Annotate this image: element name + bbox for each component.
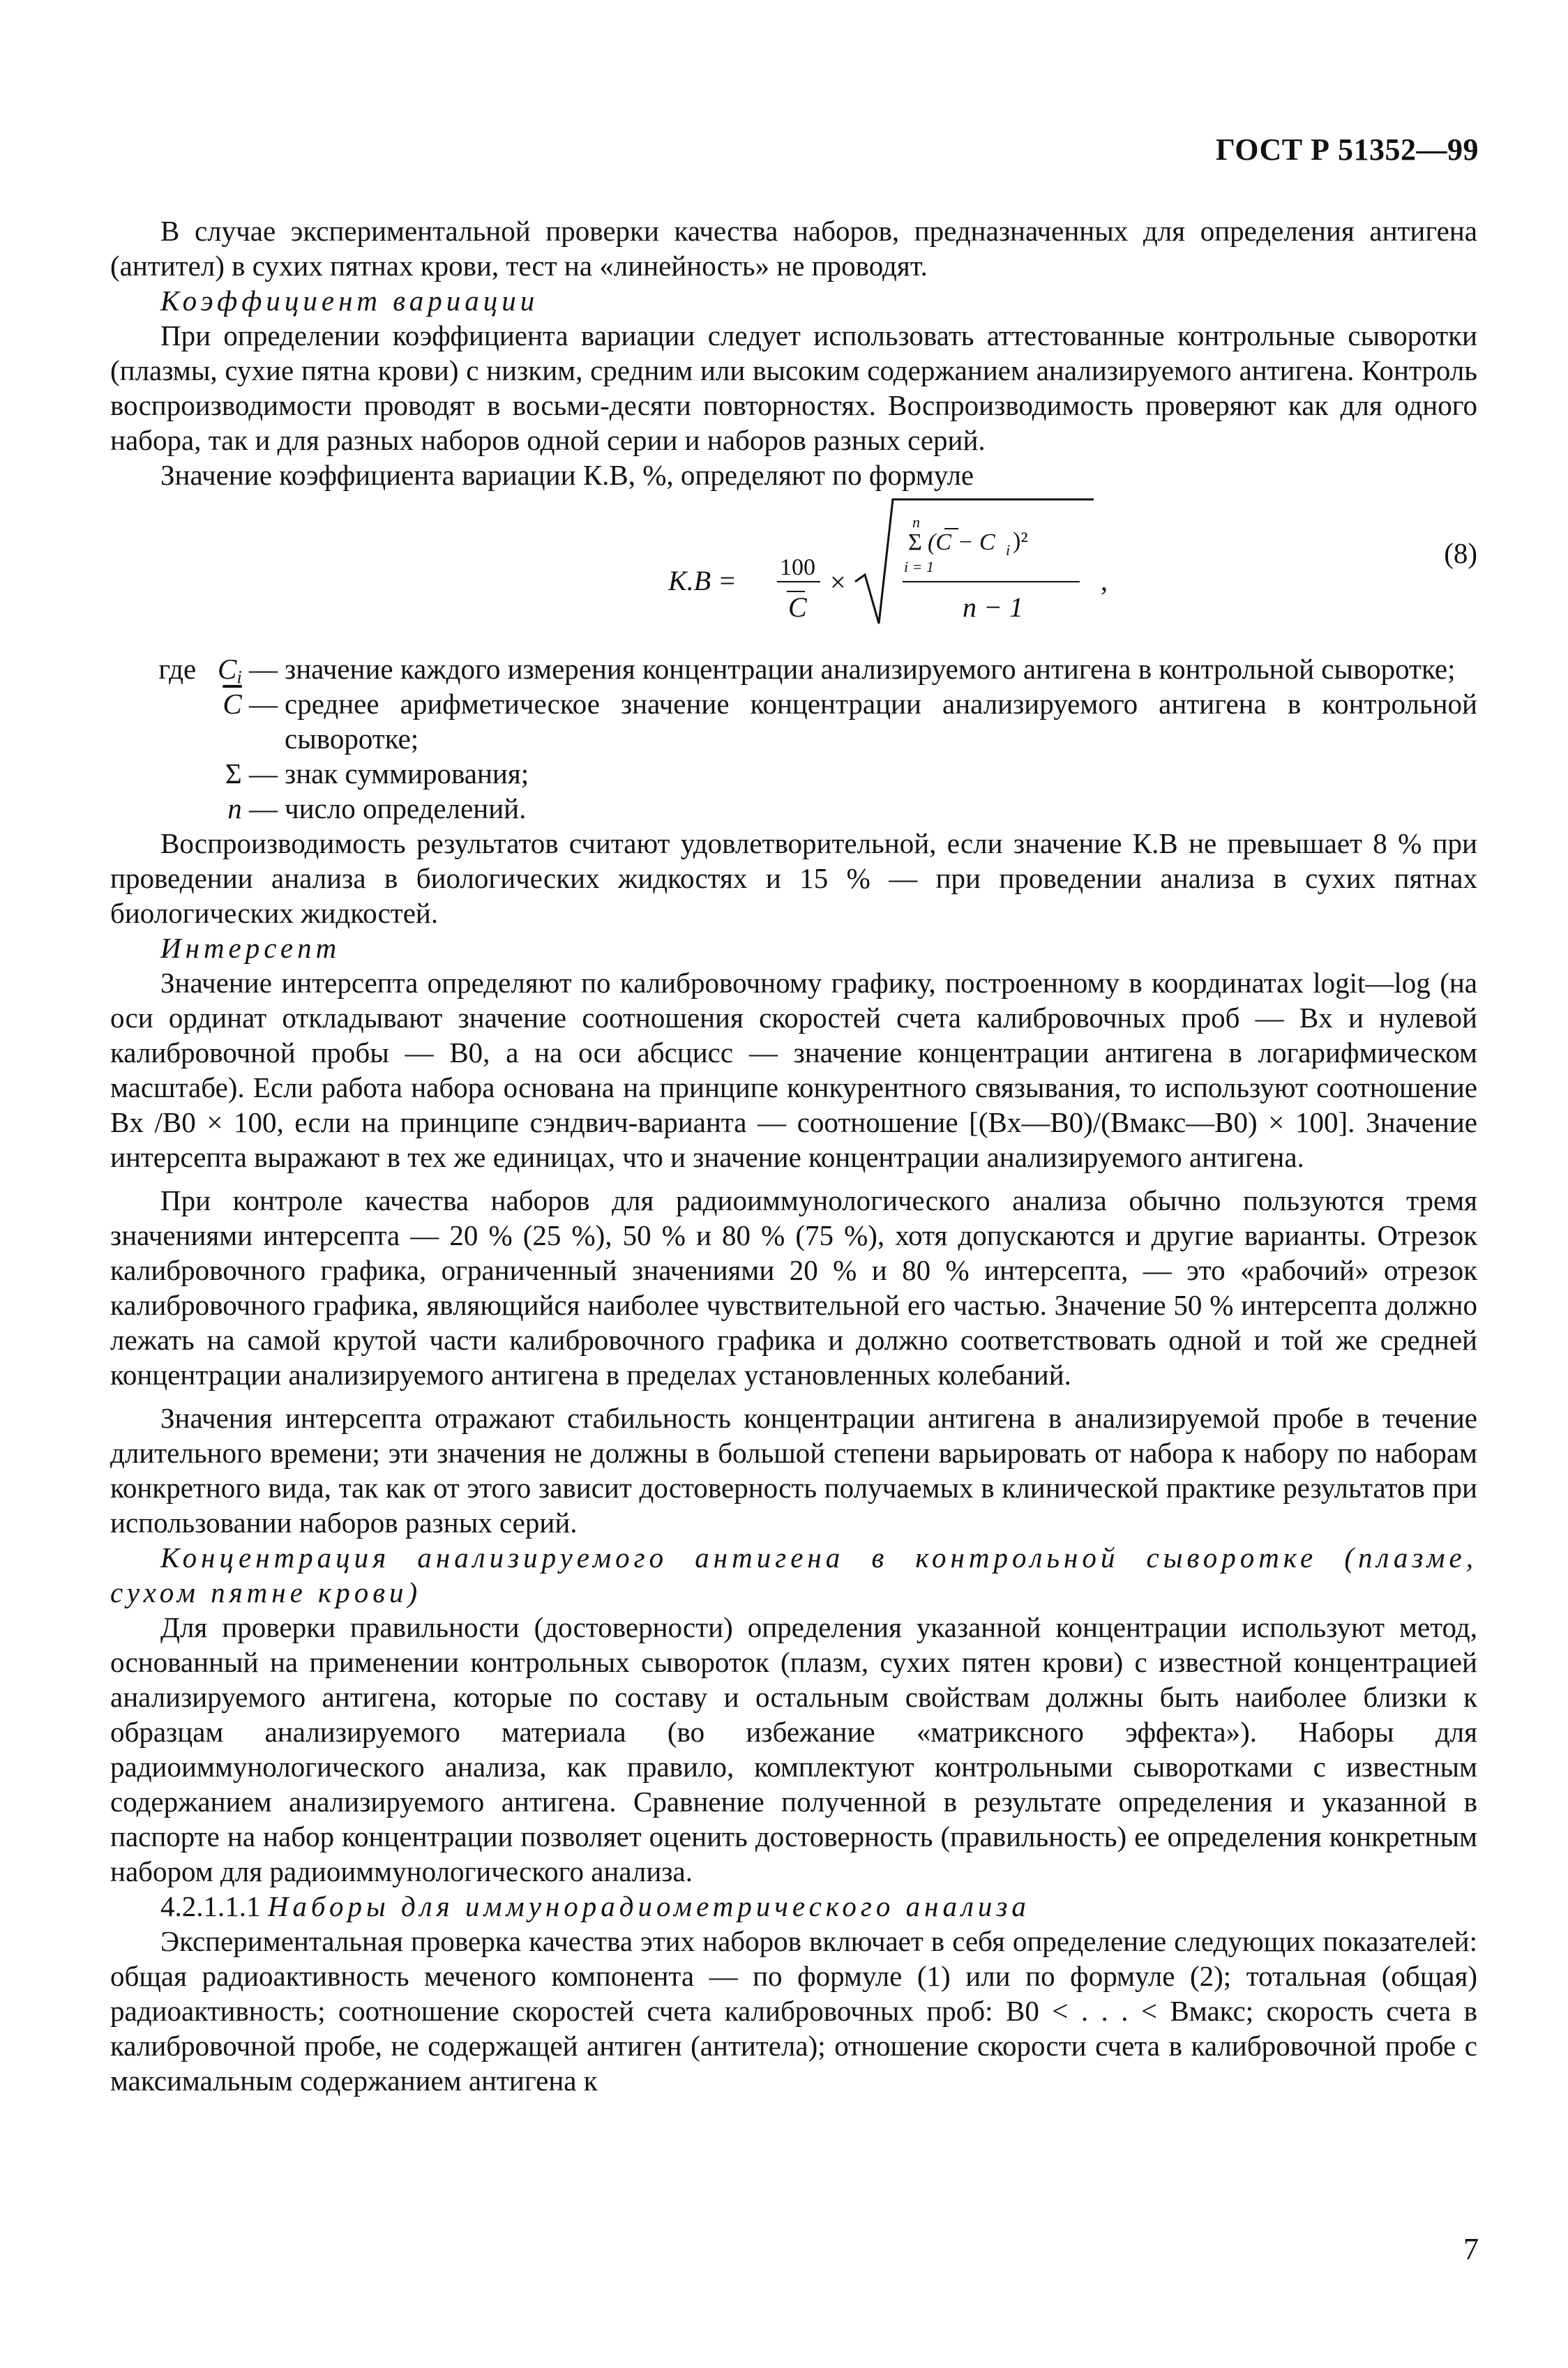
paragraph-control-serums: Для проверки правильности (достоверности) определения указанной концентрации используют метод, основанный на применении контрольных сывороток (плазм, сухих пятен крови) с известной концентрацией анализируемого антигена, которые по составу и остальным свойствам должны быть наиболее близки к образцам анализируемого материала (во избежание «матриксного эффекта»). Наборы для радиоиммунологического анализа, как правило, комплектуют контрольными сыворотками с известным содержанием анализируемого антигена. Сравнение полученной в результате определения и указанной в паспорте на набор концентрации позволяет оценить достоверность (правильность) ее определения конкретным набором для радиоиммунологического анализа. <box>110 1611 1477 1887</box>
formula-lhs: К.В = <box>668 565 737 596</box>
heading-intercept: Интерсепт <box>160 932 341 964</box>
section-number: 4.2.1.1.1 <box>160 1890 261 1922</box>
paragraph-irma-check: Экспериментальная проверка качества этих наборов включает в себя определение следующих показателей: общая радиоактивность меченого компонента — по формуле (1) или по формуле (2); тотальная (общая) радиоактивность; соотношение скоростей счета калибровочных проб: B0 < . . . < Bмакс; скорость счета в калибровочной пробе, не содержащей антиген (антитела); отношение скорости счета в калибровочной пробе с максимальным содержанием антигена к <box>110 1925 1477 2097</box>
definition-text: знак суммирования; <box>285 757 529 790</box>
definition-dash: — <box>241 688 278 720</box>
formula-frac-den: C <box>788 591 807 623</box>
paragraph-dry-spots: В случае экспериментальной проверки качества наборов, предназначенных для определения антигена (антител) в сухих пятнах крови, тест на «линейность» не проводят. <box>110 215 1477 282</box>
formula-tail: , <box>1101 565 1108 596</box>
sum-upper-limit: n <box>912 513 920 531</box>
document-body <box>110 213 1477 2098</box>
paragraph-intercept-graph: Значение интерсепта определяют по калибровочному графику, построенному в координатах logit—log (на оси ординат откладывают значение соотношения скоростей счета калибровочных проб — Bx и нулевой калибровочной пробы — B0, а на оси абсцисс — значение концентрации антигена в логарифмическом масштабе). Если работа набора основана на принципе конкурентного связывания, то используют соотношение Bx /B0 × 100, если на принципе сэндвич-варианта — соотношение [(Bx—B0)/(Bмакс—B0) × 100]. Значение интерсепта выражают в тех же единицах, что и значение концентрации анализируемого антигена. <box>110 967 1477 1173</box>
cv-formula-graphic <box>668 492 1156 646</box>
definition-n <box>110 791 1477 826</box>
formula-denominator: n − 1 <box>963 591 1023 623</box>
definition-dash: — <box>241 653 278 685</box>
formula-number: (8) <box>1444 537 1477 569</box>
definition-sigma <box>110 756 1477 791</box>
definition-dash: — <box>241 792 278 824</box>
definition-c-mean <box>110 686 1477 756</box>
sum-expression: (C − C <box>928 529 995 555</box>
definitions-prefix: где <box>158 653 197 685</box>
paragraph-reproducibility: Воспроизводимость результатов считают удовлетворительной, если значение К.В не превышает 8 % при проведении анализа в биологических жидкостях и 15 % — при проведении анализа в сухих пятнах биологических жидкостей. <box>110 827 1477 929</box>
sum-lower-limit: i = 1 <box>904 558 934 575</box>
definition-term-sub: i <box>236 666 242 688</box>
definition-text: число определений. <box>285 792 527 824</box>
page-number: 7 <box>1463 2232 1479 2266</box>
definition-ci <box>110 651 1477 686</box>
definition-text: среднее арифметическое значение концентрации анализируемого антигена в контрольной сыворотке; <box>285 688 1477 755</box>
heading-variation-coefficient: Коэффициент вариации <box>160 285 539 317</box>
definition-term: n <box>227 792 242 824</box>
formula-frac-num: 100 <box>780 555 815 580</box>
paragraph-cv-formula-intro: Значение коэффициента вариации К.В, %, определяют по формуле <box>160 459 974 491</box>
sum-expression-sub: i <box>1006 541 1011 559</box>
paragraph-intercept-values: При контроле качества наборов для радиоиммунологического анализа обычно пользуются тремя значениями интерсепта — 20 % (25 %), 50 % и 80 % (75 %), хотя допускаются и другие варианты. Отрезок калибровочного графика, ограниченный значениями 20 % и 80 % интерсепта, — это «рабочий» отрезок калибровочного графика, являющийся наиболее чувствительной его частью. Значение 50 % интерсепта должно лежать на самой крутой части калибровочного графика и должно соответствовать одной и той же средней концентрации анализируемого антигена в пределах установленных колебаний. <box>110 1184 1477 1391</box>
document-header: ГОСТ Р 51352—99 <box>1215 133 1479 167</box>
formula-times: × <box>830 566 846 598</box>
section-title: Наборы для иммунорадиометрического анализа <box>267 1890 1030 1922</box>
definition-text: значение каждого измерения концентрации анализируемого антигена в контрольной сыворотке; <box>285 653 1456 685</box>
heading-control-serum-concentration: Концентрация анализируемого антигена в контрольной сыворотке (плазме, сухом пятне крови) <box>110 1541 1477 1608</box>
sum-expression-square: )² <box>1013 528 1028 554</box>
formula-definitions <box>110 651 1477 826</box>
formula-8 <box>110 492 1477 646</box>
paragraph-intercept-stability: Значения интерсепта отражают стабильность концентрации антигена в анализируемой пробе в течение длительного времени; эти значения не должны в большой степени варьировать от набора к набору по наборам конкретного вида, так как от этого зависит достоверность получаемых в клинической практике результатов при использовании наборов разных серий. <box>110 1402 1477 1539</box>
definition-term: C <box>217 653 237 685</box>
sum-sign: Σ <box>908 529 922 555</box>
paragraph-cv-method: При определении коэффициента вариации следует использовать аттестованные контрольные сыворотки (плазмы, сухие пятна крови) с низким, средним или высоким содержанием анализируемого антигена. Контроль воспроизводимости проводят в восьми-десяти повторностях. Воспроизводимость проверяют как для одного набора, так и для разных наборов одной серии и наборов разных серий. <box>110 319 1477 456</box>
section-heading-4-2-1-1-1 <box>110 1889 1477 1924</box>
definition-dash: — <box>241 757 278 790</box>
definition-term: Σ <box>225 757 242 790</box>
definition-term: $\overline{C}$ <box>223 688 242 720</box>
